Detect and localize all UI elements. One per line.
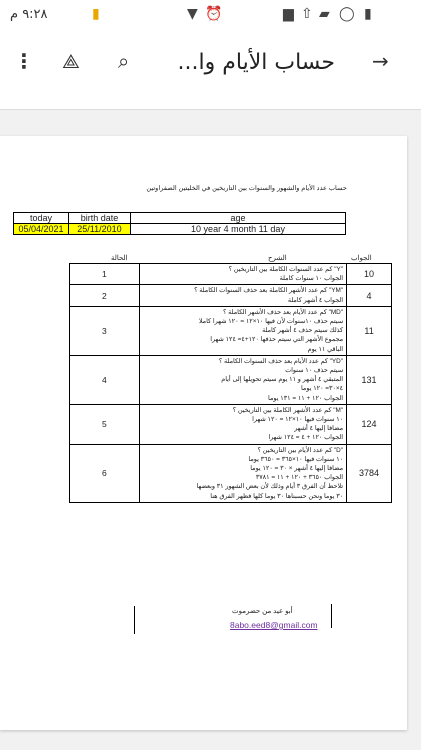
app-bar xyxy=(0,32,421,110)
age-label: age xyxy=(131,213,346,224)
table-row xyxy=(70,285,392,306)
more-options-icon[interactable]: ⋮ xyxy=(14,49,34,73)
explanation-line: "MD" كم عدد الأيام بعد حذف الأشهر الكاملة ؟ xyxy=(223,308,344,316)
explanation-line: ٣٠ يوما ونحن حسبناها ٣٠ يوما كلها فظهر الفرق هنا xyxy=(210,492,344,500)
page-heading: حساب عدد الأيام والشهور والسنوات بين التاريخين في الخليتين الصفراوتين xyxy=(146,185,347,192)
whatsapp-icon: ◯ xyxy=(339,6,355,22)
table-row xyxy=(70,444,392,502)
answer-value: 10 xyxy=(347,264,392,285)
wifi-icon: ▼ xyxy=(187,6,198,22)
explanation-line: الجواب ١٢٠ + ١١ = ١٣١ يوما xyxy=(268,394,344,402)
answer-value: 3784 xyxy=(347,444,392,502)
explanation-cell xyxy=(139,306,346,355)
footer-divider-left xyxy=(134,606,135,634)
case-column-label: الحالة xyxy=(111,255,128,262)
answer-value: 4 xyxy=(347,285,392,306)
explanation-line: سيتم حذف ١٠سنوات لأن فيها ١٠×١٢ = ١٢٠ شهرا كاملا xyxy=(198,318,344,326)
table-row xyxy=(70,404,392,444)
answer-value: 11 xyxy=(347,306,392,355)
upload-icon: ⇧ xyxy=(301,6,313,22)
explanation-line: ١٠ سنوات فيها ١٠×٣٦٥ = ٣٦٥٠ يوما xyxy=(248,455,344,463)
back-arrow-icon[interactable]: → xyxy=(372,49,389,73)
case-number: 6 xyxy=(70,444,140,502)
explanation-line: مضافا إليها ٤ أشهر xyxy=(294,425,344,433)
answer-value: 124 xyxy=(347,404,392,444)
explanation-line: ٤×٣٠= ١٢٠ يوما xyxy=(300,385,344,393)
explanation-cell xyxy=(139,355,346,404)
explanation-line: مجموع الأشهر التي سيتم حذفها ١٢٠+٤= ١٢٤ شهرا xyxy=(210,336,344,344)
explanation-line: "D" كم عدد الأيام بين التاريخين ؟ xyxy=(257,446,344,454)
author-name: أبو عيد من حضرموت xyxy=(232,608,293,615)
explanation-cell xyxy=(139,264,346,285)
explanation-line: الباقي ١١ يوم xyxy=(307,345,344,353)
message-icon: ▰ xyxy=(319,6,330,22)
battery-icon: ▮ xyxy=(364,6,372,22)
table-row xyxy=(70,264,392,285)
explanation-line: "YD" كم عدد الأيام بعد حذف السنوات الكاملة ؟ xyxy=(218,357,344,365)
explanation-column-label: الشرح xyxy=(268,255,287,262)
add-to-drive-icon[interactable]: ⟁ xyxy=(62,49,80,73)
case-number: 1 xyxy=(70,264,140,285)
case-number: 5 xyxy=(70,404,140,444)
explanation-line: سيتم حذف ١٠ سنوات xyxy=(285,367,344,375)
explanation-line: مضافا إليها ٤ أشهر × ٣٠ = ١٢٠ يوما xyxy=(250,465,344,473)
alarm-icon: ⏰ xyxy=(205,6,223,22)
search-document-icon[interactable]: ⌕ xyxy=(118,49,130,73)
explanation-line: الجواب ٤ أشهر كاملة xyxy=(287,296,344,304)
explanation-line: ١٠ سنوات فيها ١٠×١٢ = ١٢٠ شهرا xyxy=(252,416,344,424)
birth-date-label: birth date xyxy=(69,213,131,224)
document-title: حساب الأيام وا... xyxy=(177,50,335,75)
answer-column-label: الجواب xyxy=(351,255,372,262)
explanation-cell xyxy=(139,285,346,306)
status-bar xyxy=(0,0,421,32)
birth-date-value: 25/11/2010 xyxy=(69,224,131,235)
case-number: 2 xyxy=(70,285,140,306)
explanation-line: "Y" كم عدد السنوات الكاملة بين التاريخين ؟ xyxy=(228,266,344,273)
dates-table xyxy=(13,212,346,235)
today-value: 05/04/2021 xyxy=(14,224,69,235)
explanation-line: تلاحظ أن الفرق ٣ أيام وذلك لأن بعض الشهور ٣١ وبعضها xyxy=(196,483,344,491)
author-email-link[interactable]: 8abo.eed8@gmail.com xyxy=(230,620,318,630)
explanation-line: المتبقي ٤ أشهر و ١١ يوم سيتم تحويلها إلى أيام xyxy=(221,376,344,384)
explanation-cell xyxy=(139,404,346,444)
age-value: 10 year 4 month 11 day xyxy=(131,224,346,235)
answer-value: 131 xyxy=(347,355,392,404)
explanation-table xyxy=(69,263,392,503)
case-number: 3 xyxy=(70,306,140,355)
explanation-line: الجواب ١٢٠ + ٤ = ١٢٤ شهرا xyxy=(268,434,344,442)
explanation-line: "M" كم عدد الأشهر الكاملة بين التاريخين ؟ xyxy=(232,406,344,414)
table-row xyxy=(70,306,392,355)
battery-warning-icon: ▮ xyxy=(92,6,100,22)
explanation-line: الجواب ٣٦٥٠ + ١٢٠ + ١١ = ٣٧٨١ xyxy=(255,474,344,482)
status-time: ٩:٢٨ م xyxy=(10,7,48,22)
case-number: 4 xyxy=(70,355,140,404)
explanation-line: الجواب ١٠ سنوات كاملة xyxy=(279,275,344,283)
explanation-line: كذلك سيتم حذف ٤ أشهر كاملة xyxy=(262,327,344,335)
explanation-line: "YM" كم عدد الأشهر الكاملة بعد حذف السنوات الكاملة ؟ xyxy=(194,287,344,295)
document-page[interactable] xyxy=(0,136,407,730)
table-row xyxy=(70,355,392,404)
today-label: today xyxy=(14,213,69,224)
gallery-notification-icon: ▆ xyxy=(283,6,294,22)
explanation-cell xyxy=(139,444,346,502)
footer-divider-right xyxy=(331,604,332,628)
